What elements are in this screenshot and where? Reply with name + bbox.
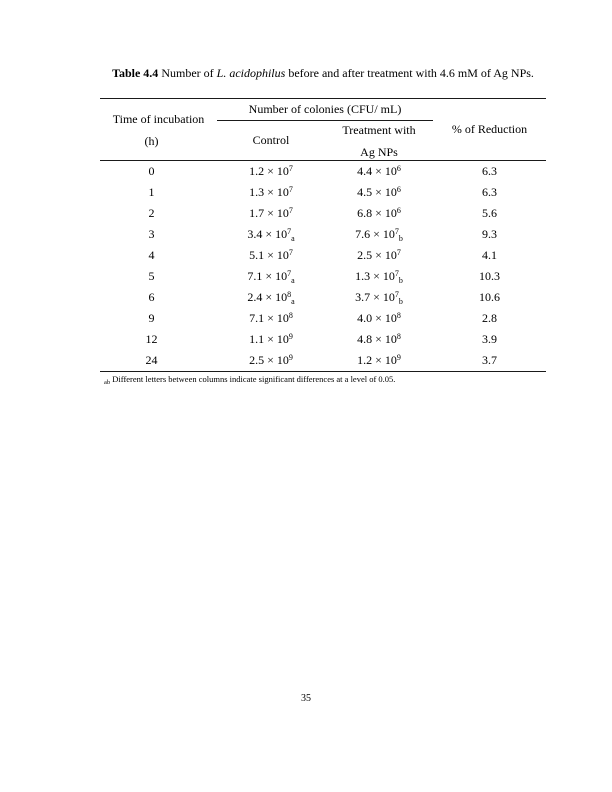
- time-cell: 2: [148, 206, 155, 220]
- treatment-cell: $6.8 \times 10^6$: [357, 206, 401, 220]
- control-cell: $1.3 \times 10^7$: [249, 185, 293, 199]
- header-treatment-line1: Treatment with: [342, 122, 416, 137]
- time-cell: 24: [145, 353, 158, 367]
- footnote-text: Different letters between columns indicate significant differences at a level of 0.05.: [110, 374, 396, 384]
- time-cell: 9: [148, 311, 155, 325]
- treatment-cell: $4.4 \times 10^6$: [357, 164, 401, 178]
- treatment-cell: $4.8 \times 10^8$: [357, 332, 401, 346]
- table-row: [100, 224, 546, 245]
- data-table: [100, 98, 546, 372]
- treatment-cell: $1.3 \times 10^7_b$: [355, 269, 403, 285]
- header-treatment-line2: Ag NPs: [360, 144, 398, 159]
- header-colonies-group: [217, 99, 433, 160]
- table-row: [100, 203, 546, 224]
- treatment-cell: $2.5 \times 10^7$: [357, 248, 401, 262]
- table-row: [100, 350, 546, 371]
- table-row: [100, 182, 546, 203]
- control-cell: $2.4 \times 10^8_a$: [247, 290, 295, 306]
- table-caption-pre: Number of: [158, 66, 217, 80]
- footnote-marker: ab: [104, 379, 111, 387]
- treatment-cell: $3.7 \times 10^7_b$: [355, 290, 403, 306]
- reduction-cell: 4.1: [482, 248, 497, 262]
- control-cell: $7.1 \times 10^8$: [249, 311, 293, 325]
- control-cell: $5.1 \times 10^7$: [249, 248, 293, 262]
- reduction-cell: 3.9: [482, 332, 497, 346]
- table-row: [100, 308, 546, 329]
- time-cell: 3: [148, 227, 155, 241]
- reduction-cell: 10.6: [479, 290, 500, 304]
- control-cell: $2.5 \times 10^9$: [249, 353, 293, 367]
- table-row: [100, 287, 546, 308]
- reduction-cell: 3.7: [482, 353, 497, 367]
- treatment-cell: $1.2 \times 10^9$: [357, 353, 401, 367]
- table-caption-species: L. acidophilus: [216, 66, 286, 80]
- reduction-cell: 5.6: [482, 206, 497, 220]
- reduction-cell: 9.3: [482, 227, 497, 241]
- treatment-cell: $4.0 \times 10^8$: [357, 311, 401, 325]
- reduction-cell: 10.3: [479, 269, 500, 283]
- control-cell: $1.1 \times 10^9$: [249, 332, 293, 346]
- time-cell: 1: [148, 185, 155, 199]
- header-control-column: Control: [252, 133, 290, 147]
- reduction-cell: 6.3: [482, 185, 497, 199]
- control-cell: $1.2 \times 10^7$: [249, 164, 293, 178]
- table-caption: [100, 66, 546, 80]
- header-time-line2: (h): [144, 133, 159, 148]
- table-caption-post: before and after treatment with 4.6 mM of Ag NPs.: [285, 66, 534, 80]
- table-header: [100, 99, 546, 161]
- table-body: [100, 161, 546, 371]
- header-treatment-column: [325, 121, 433, 160]
- time-cell: 6: [148, 290, 155, 304]
- table-row: [100, 161, 546, 182]
- control-cell: $7.1 \times 10^7_a$: [247, 269, 295, 285]
- treatment-cell: $7.6 \times 10^7_b$: [355, 227, 403, 243]
- header-colonies-label: Number of colonies (CFU/ mL): [217, 99, 433, 121]
- time-cell: 4: [148, 248, 155, 262]
- page-number: 35: [301, 693, 311, 704]
- header-time-line1: Time of incubation: [112, 111, 205, 126]
- time-cell: 12: [145, 332, 158, 346]
- table-row: [100, 329, 546, 350]
- control-cell: $3.4 \times 10^7_a$: [247, 227, 295, 243]
- reduction-cell: 2.8: [482, 311, 497, 325]
- treatment-cell: $4.5 \times 10^6$: [357, 185, 401, 199]
- control-cell: $1.7 \times 10^7$: [249, 206, 293, 220]
- table-footnote: [104, 374, 395, 385]
- table-row: [100, 266, 546, 287]
- table-row: [100, 245, 546, 266]
- header-reduction-column: % of Reduction: [451, 122, 528, 136]
- reduction-cell: 6.3: [482, 164, 497, 178]
- time-cell: 0: [148, 164, 155, 178]
- header-time-column: [100, 99, 217, 160]
- time-cell: 5: [148, 269, 155, 283]
- header-colonies-subcolumns: [217, 121, 433, 160]
- table-caption-label: Table 4.4: [112, 66, 159, 80]
